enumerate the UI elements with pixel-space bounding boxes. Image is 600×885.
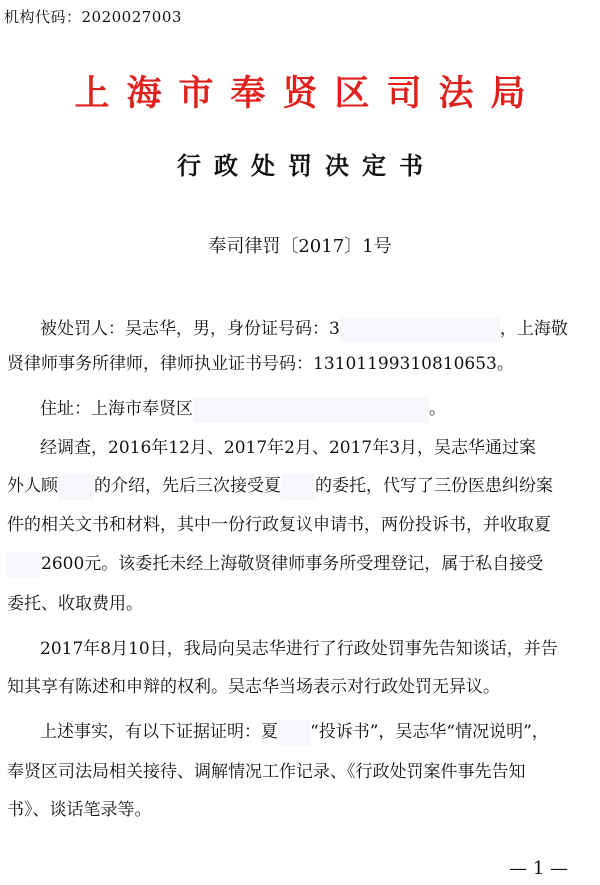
text-line: 上述事实，有以下证据证明：夏 “投诉书”，吴志华“情况说明”，	[40, 717, 549, 746]
text-line: 经调查，2016年12月、2017年2月、2017年3月，吴志华通过案	[40, 438, 537, 458]
redaction	[340, 318, 500, 342]
text-line: 2600元。该委托未经上海敬贤律师事务所受理登记，属于私自接受	[7, 549, 543, 578]
document-title: 行政处罚决定书	[177, 151, 436, 180]
page-number: — 1 —	[509, 858, 568, 879]
text-line: 奉贤区司法局相关接待、调解情况工作记录、《行政处罚案件事先告知	[7, 762, 526, 782]
text-line: 被处罚人：吴志华，男，身份证号码：3 ，上海敬	[40, 314, 568, 342]
document-number: 奉司律罚〔2017〕1号	[208, 236, 392, 257]
text-line: 知其享有陈述和申辩的权利。吴志华当场表示对行政处罚无异议。	[7, 677, 500, 697]
redaction	[278, 720, 310, 746]
text-line: 件的相关文书和材料，其中一份行政复议申请书，两份投诉书，并收取夏	[7, 515, 551, 535]
text-line: 贤律师事务所律师，律师执业证书号码：13101199310810653。	[7, 354, 514, 374]
text-line: 委托、收取费用。	[7, 594, 143, 614]
org-code: 机构代码：2020027003	[4, 8, 182, 26]
text-line: 住址：上海市奉贤区 。	[40, 394, 446, 423]
text-line: 2017年8月10日，我局向吴志华进行了行政处罚事先告知谈话，并告	[40, 639, 558, 659]
redaction	[7, 552, 41, 578]
redaction	[193, 397, 429, 423]
redaction	[281, 474, 315, 500]
text-line: 外人顾 的介绍，先后三次接受夏 的委托，代写了三份医患纠纷案	[7, 471, 553, 500]
text-line: 书》、谈话笔录等。	[7, 800, 152, 820]
issuing-authority: 上海市奉贤区司法局	[74, 73, 543, 114]
redaction	[58, 474, 94, 500]
